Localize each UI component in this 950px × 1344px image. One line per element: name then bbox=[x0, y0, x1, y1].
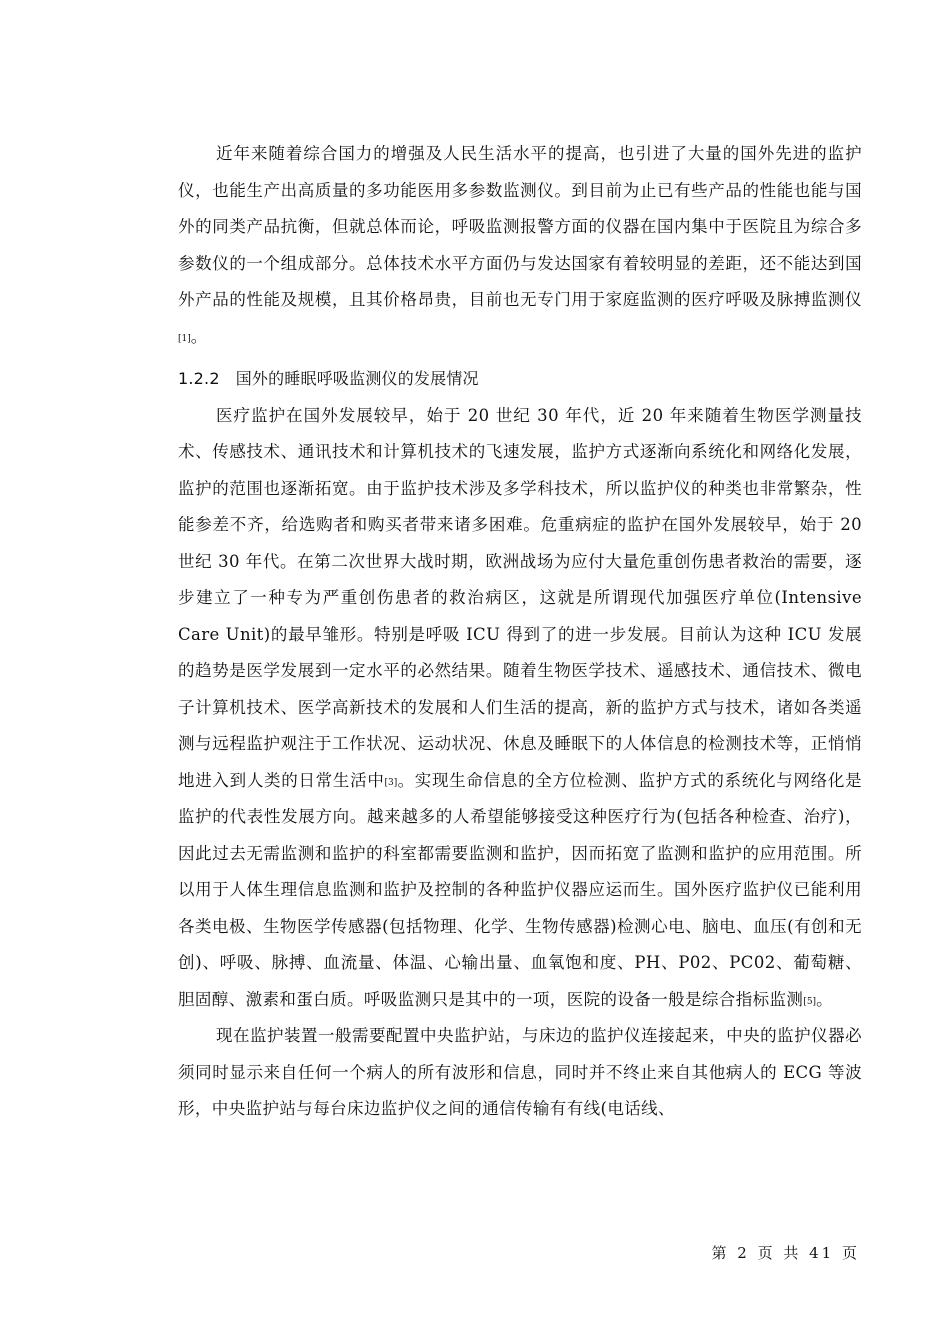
paragraph-central-station bbox=[178, 1018, 862, 1128]
intro-text-block bbox=[178, 136, 862, 355]
section-heading bbox=[178, 361, 862, 398]
citation-ref: [5] bbox=[803, 996, 817, 1007]
paragraph-text: 现在监护装置一般需要配置中央监护站，与床边的监护仪连接起来，中央的监护仪器必须同时显示来自任何一个病人的所有波形和信息，同时并不终止来自其他病人的 ECG 等波形，中央监护站与每台床边监护仪之间的通信传输有有线(电话线、 bbox=[178, 1026, 862, 1118]
paragraph-domestic-status bbox=[178, 136, 862, 355]
paragraph-foreign-development bbox=[178, 398, 862, 1019]
paragraph-text-part-a: 医疗监护在国外发展较早，始于 20 世纪 30 年代，近 20 年来随着生物医学测量技术、传感技术、通讯技术和计算机技术的飞速发展，监护方式逐渐向系统化和网络化发展，监护的范围也逐渐拓宽。由于监护技术涉及多学科技术，所以监护仪的种类也非常繁杂，性能参差不齐，给选购者和购买者带来诸多困难。危重病症的监护在国外发展较早，始于 20 世纪 30 年代。在第二次世界大战时期，欧洲战场为应付大量危重创伤患者救治的需要，逐步建立了一种专为严重创伤患者的救治病区，这就是所谓现代加强医疗单位(Intensive Care Unit)的最早雏形。特别是呼吸 ICU 得到了的进一步发展。目前认为这种 ICU 发展的趋势是医学发展到一定水平的必然结果。随着生物医学技术、遥感技术、通信技术、微电子计算机技术、医学高新技术的发展和人们生活的提高，新的监护方式与技术，诸如各类遥测与远程监护观注于工作状况、运动状况、休息及睡眠下的人体信息的检测技术等，正悄悄地进入到人类的日常生活中 bbox=[178, 405, 862, 790]
citation-ref: [1] bbox=[178, 333, 191, 344]
page-number-footer: 第 2 页 共 41 页 bbox=[711, 1244, 860, 1262]
paragraph-text-part-b: 。实现生命信息的全方位检测、监护方式的系统化与网络化是监护的代表性发展方向。越来越多的人希望能够接受这种医疗行为(包括各种检查、治疗)，因此过去无需监测和监护的科室都需要监测和监护，因而拓宽了监测和监护的应用范围。所以用于人体生理信息监测和监护及控制的各种监护仪器应运而生。国外医疗监护仪已能利用各类电极、生物医学传感器(包括物理、化学、生物传感器)检测心电、脑电、血压(有创和无创)、呼吸、脉搏、血流量、体温、心输出量、血氧饱和度、PH、P02、PC02、葡萄糖、胆固醇、激素和蛋白质。呼吸监测只是其中的一项，医院的设备一般是综合指标监测 bbox=[178, 770, 862, 1009]
section-title: 国外的睡眠呼吸监测仪的发展情况 bbox=[235, 369, 479, 388]
citation-ref: [3] bbox=[384, 777, 398, 788]
paragraph-text: 近年来随着综合国力的增强及人民生活水平的提高，也引进了大量的国外先进的监护仪，也能生产出高质量的多功能医用多参数监测仪。到目前为止已有些产品的性能也能与国外的同类产品抗衡，但就总体而论，呼吸监测报警方面的仪器在国内集中于医院且为综合多参数仪的一个组成部分。总体技术水平方面仍与发达国家有着较明显的差距，还不能达到国外产品的性能及规模，且其价格昂贵，目前也无专门用于家庭监测的医疗呼吸及脉搏监测仪 bbox=[178, 144, 862, 309]
section-text-block bbox=[178, 361, 862, 1128]
paragraph-tail: 。 bbox=[190, 326, 208, 346]
paragraph-text-part-c: 。 bbox=[816, 989, 833, 1009]
section-number: 1.2.2 bbox=[178, 369, 220, 388]
